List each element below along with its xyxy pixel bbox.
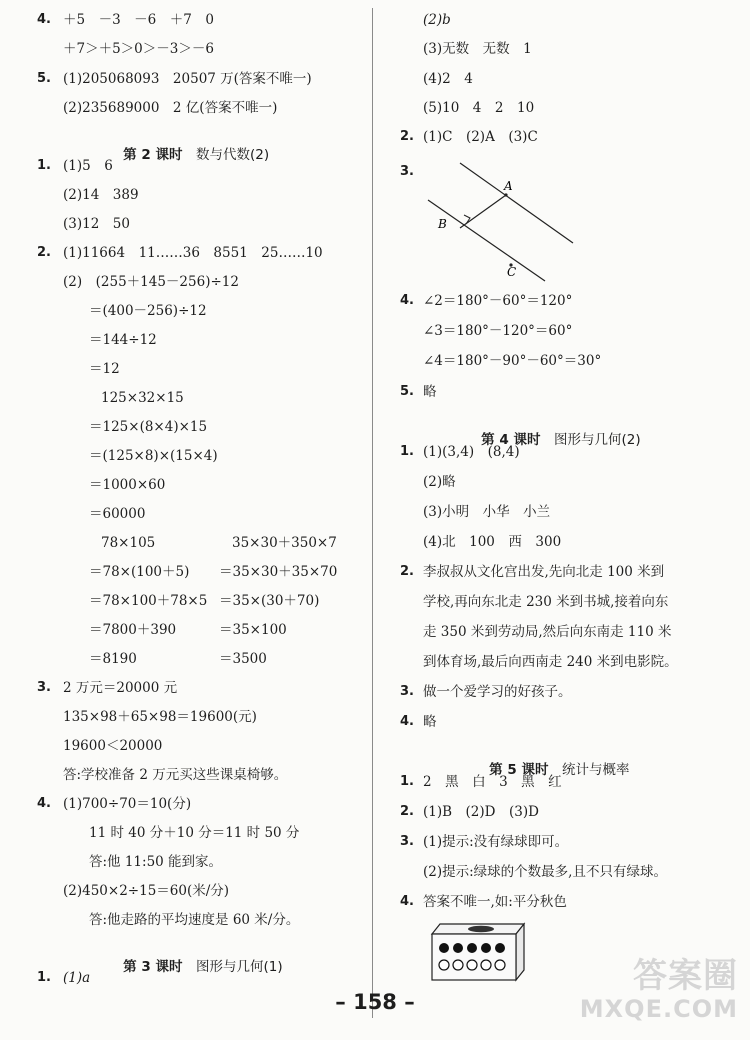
answer-line: (1)B (2)D (3)D <box>423 804 539 820</box>
point-label-c: C <box>507 265 517 279</box>
answer-line: (1)(3,4) (8,4) <box>423 444 520 460</box>
answer-line: ＝12 <box>89 361 120 377</box>
answer-line: ＋7＞＋5＞0＞－3＞－6 <box>63 41 214 57</box>
calc-right: ＝35×(30＋70) <box>219 593 320 609</box>
page-number: – 158 – <box>335 990 415 1014</box>
answer-line: (1)a <box>63 970 91 986</box>
calc-left: ＝7800＋390 <box>89 622 177 638</box>
answer-line: (2)450×2÷15＝60(米/分) <box>63 883 230 899</box>
question-number: 3. <box>400 834 414 849</box>
lesson-title: 统计与概率 <box>561 762 630 778</box>
question-number: 2. <box>37 245 51 260</box>
column-divider <box>372 8 373 1018</box>
answer-line: (2)提示:绿球的个数最多,且不只有绿球。 <box>423 864 667 880</box>
lesson-title: 图形与几何(2) <box>553 432 641 448</box>
answer-line: 学校,再向东北走 230 米到书城,接着向东 <box>423 594 669 610</box>
answer-line: 到体育场,最后向西南走 240 米到电影院。 <box>423 654 678 670</box>
answer-line: (5)10 4 2 10 <box>423 100 535 116</box>
ball-box-icon <box>424 920 534 984</box>
calc-left: ＝8190 <box>89 651 137 667</box>
question-number: 4. <box>37 12 51 27</box>
answer-line: (1)11664 11……36 8551 25……10 <box>63 245 323 261</box>
answer-line: (3)12 50 <box>63 216 130 232</box>
question-number: 4. <box>400 714 414 729</box>
answer-line: 2 黑 白 3 黑 红 <box>423 774 562 790</box>
answer-line: 李叔叔从文化宫出发,先向北走 100 米到 <box>423 564 665 580</box>
question-number: 5. <box>37 71 51 86</box>
question-number: 1. <box>37 158 51 173</box>
calc-right: ＝3500 <box>219 651 267 667</box>
lesson-number: 第 5 课时 <box>489 762 549 778</box>
answer-line: 略 <box>423 714 437 730</box>
answer-line: ＝(400－256)÷12 <box>89 303 207 319</box>
answer-line: (2)略 <box>423 474 456 490</box>
answer-line: ＝1000×60 <box>89 477 166 493</box>
answer-line: 2 万元＝20000 元 <box>63 680 178 696</box>
calc-left: 78×105 <box>101 535 156 551</box>
point-label-b: B <box>438 217 447 231</box>
answer-line: (1)提示:没有绿球即可。 <box>423 834 569 850</box>
lesson-number: 第 4 课时 <box>481 432 541 448</box>
lesson-number: 第 3 课时 <box>123 959 183 975</box>
question-number: 3. <box>400 164 414 179</box>
answer-line: (4)北 100 西 300 <box>423 534 562 550</box>
answer-line: 135×98＋65×98＝19600(元) <box>63 709 257 725</box>
answer-line: (1)C (2)A (3)C <box>423 129 538 145</box>
question-number: 4. <box>400 894 414 909</box>
watermark-url: MXQE.COM <box>579 995 738 1023</box>
answer-line: (2) (255＋145－256)÷12 <box>63 274 239 290</box>
answer-line: ∠4＝180°－90°－60°＝30° <box>423 353 602 369</box>
answer-line: ＋5 －3 －6 ＋7 0 <box>63 12 214 28</box>
watermark <box>580 948 738 1023</box>
question-number: 4. <box>400 293 414 308</box>
question-number: 1. <box>400 444 414 459</box>
question-number: 2. <box>400 804 414 819</box>
calc-left: ＝78×(100＋5) <box>89 564 190 580</box>
watermark-logo-text: 答案圈 <box>633 956 738 996</box>
answer-line: 答:学校准备 2 万元买这些课桌椅够。 <box>63 767 288 783</box>
lesson-title: 图形与几何(1) <box>195 959 283 975</box>
answer-line: ∠2＝180°－60°＝120° <box>423 293 573 309</box>
question-number: 1. <box>400 774 414 789</box>
answer-line: (1)205068093 20507 万(答案不唯一) <box>63 71 312 87</box>
calc-right: ＝35×30＋35×70 <box>219 564 338 580</box>
answer-line: (2)b <box>423 12 451 28</box>
calc-right: 35×30＋350×7 <box>232 535 337 551</box>
answer-line: 答:他 11:50 能到家。 <box>89 854 223 870</box>
lesson-title: 数与代数(2) <box>195 147 270 163</box>
answer-line: 125×32×15 <box>101 390 184 406</box>
answer-line: ∠3＝180°－120°＝60° <box>423 323 573 339</box>
answer-line: 答:他走路的平均速度是 60 米/分。 <box>89 912 300 928</box>
answer-line: ＝144÷12 <box>89 332 157 348</box>
answer-line: (1)5 6 <box>63 158 113 174</box>
answer-line: 做一个爱学习的好孩子。 <box>423 684 572 700</box>
question-number: 3. <box>400 684 414 699</box>
answer-line: ＝60000 <box>89 506 146 522</box>
lesson-number: 第 2 课时 <box>123 147 183 163</box>
question-number: 5. <box>400 384 414 399</box>
answer-line: 11 时 40 分＋10 分＝11 时 50 分 <box>89 825 300 841</box>
answer-line: (1)700÷70＝10(分) <box>63 796 192 812</box>
question-number: 4. <box>37 796 51 811</box>
answer-line: 答案不唯一,如:平分秋色 <box>423 894 567 910</box>
lesson-heading <box>106 940 283 994</box>
answer-line: 走 350 米到劳动局,然后向东南走 110 米 <box>423 624 672 640</box>
answer-line: (3)小明 小华 小兰 <box>423 504 551 520</box>
answer-line: ＝125×(8×4)×15 <box>89 419 208 435</box>
question-number: 3. <box>37 680 51 695</box>
answer-line: ＝(125×8)×(15×4) <box>89 448 218 464</box>
lesson-heading <box>106 128 269 182</box>
parallel-lines-figure <box>418 155 598 285</box>
calc-right: ＝35×100 <box>219 622 287 638</box>
calc-left: ＝78×100＋78×5 <box>89 593 208 609</box>
point-label-a: A <box>504 179 513 193</box>
answer-line: 略 <box>423 384 437 400</box>
question-number: 1. <box>37 970 51 985</box>
question-number: 2. <box>400 564 414 579</box>
answer-line: (3)无数 无数 1 <box>423 41 532 57</box>
answer-line: (2)235689000 2 亿(答案不唯一) <box>63 100 278 116</box>
answer-line: 19600＜20000 <box>63 738 163 754</box>
answer-line: (2)14 389 <box>63 187 139 203</box>
answer-line: (4)2 4 <box>423 71 473 87</box>
question-number: 2. <box>400 129 414 144</box>
